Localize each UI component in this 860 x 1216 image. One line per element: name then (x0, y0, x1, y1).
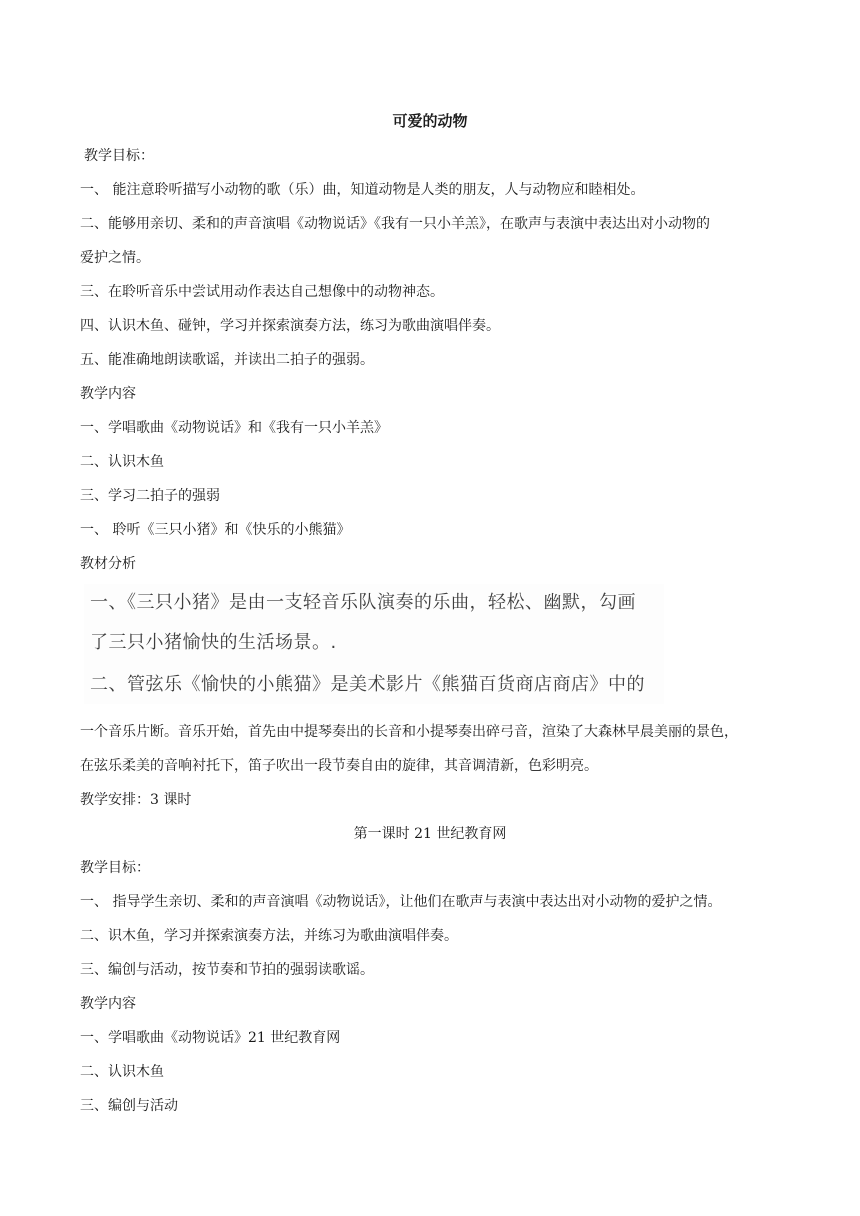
paragraph: 教学目标： (84, 148, 154, 164)
section-title: 第一课时 21 世纪教育网 (353, 826, 507, 842)
paragraph: 在弦乐柔美的音响衬托下，笛子吹出一段节奏自由的旋律，其音调清新，色彩明亮。 (80, 758, 598, 774)
paragraph: 二、能够用亲切、柔和的声音演唱《动物说话》《我有一只小羊羔》，在歌声与表演中表达出对小动物的 (80, 216, 710, 232)
paragraph: 一、学唱歌曲《动物说话》和《我有一只小羊羔》 (80, 420, 388, 436)
section-heading: 教学目标： (80, 860, 150, 876)
paragraph: 一、 能注意聆听描写小动物的歌（乐）曲，知道动物是人类的朋友，人与动物应和睦相处。 (80, 182, 645, 198)
scanned-line: 了三只小猪愉快的生活场景。. (90, 632, 337, 653)
page-title: 可爱的动物 (392, 112, 468, 130)
paragraph: 三、在聆听音乐中尝试用动作表达自己想像中的动物神态。 (80, 284, 444, 300)
paragraph: 三、编创与活动，按节奏和节拍的强弱读歌谣。 (80, 962, 374, 978)
section-heading: 教学内容 (80, 386, 136, 402)
paragraph: 一、学唱歌曲《动物说话》21 世纪教育网 (80, 1030, 341, 1046)
paragraph: 三、学习二拍子的强弱 (80, 488, 220, 504)
paragraph: 一个音乐片断。音乐开始，首先由中提琴奏出的长音和小提琴奏出碎弓音，渲染了大森林早晨美丽的景色， (80, 724, 738, 740)
paragraph: 四、认识木鱼、碰钟，学习并探索演奏方法，练习为歌曲演唱伴奏。 (80, 318, 500, 334)
section-heading: 教学内容 (80, 996, 136, 1012)
scanned-line: 二、管弦乐《愉快的小熊猫》是美术影片《熊猫百货商店商店》中的 (90, 674, 645, 695)
paragraph: 二、识木鱼，学习并探索演奏方法，并练习为歌曲演唱伴奏。 (80, 928, 458, 944)
paragraph: 三、编创与活动 (80, 1098, 178, 1114)
paragraph: 一、 指导学生亲切、柔和的声音演唱《动物说话》，让他们在歌声与表演中表达出对小动物的爱护之情。 (80, 894, 722, 910)
section-heading: 教材分析 (80, 556, 136, 572)
paragraph: 五、能准确地朗读歌谣，并读出二拍子的强弱。 (80, 352, 374, 368)
paragraph: 二、认识木鱼 (80, 454, 164, 470)
paragraph: 二、认识木鱼 (80, 1064, 164, 1080)
paragraph: 一、 聆听《三只小猪》和《快乐的小熊猫》 (80, 522, 351, 538)
paragraph: 爱护之情。 (80, 250, 150, 266)
paragraph: 教学安排：3 课时 (80, 792, 192, 808)
scanned-line: 一、《三只小猪》是由一支轻音乐队演奏的乐曲，轻松、幽默，勾画 (90, 592, 636, 613)
